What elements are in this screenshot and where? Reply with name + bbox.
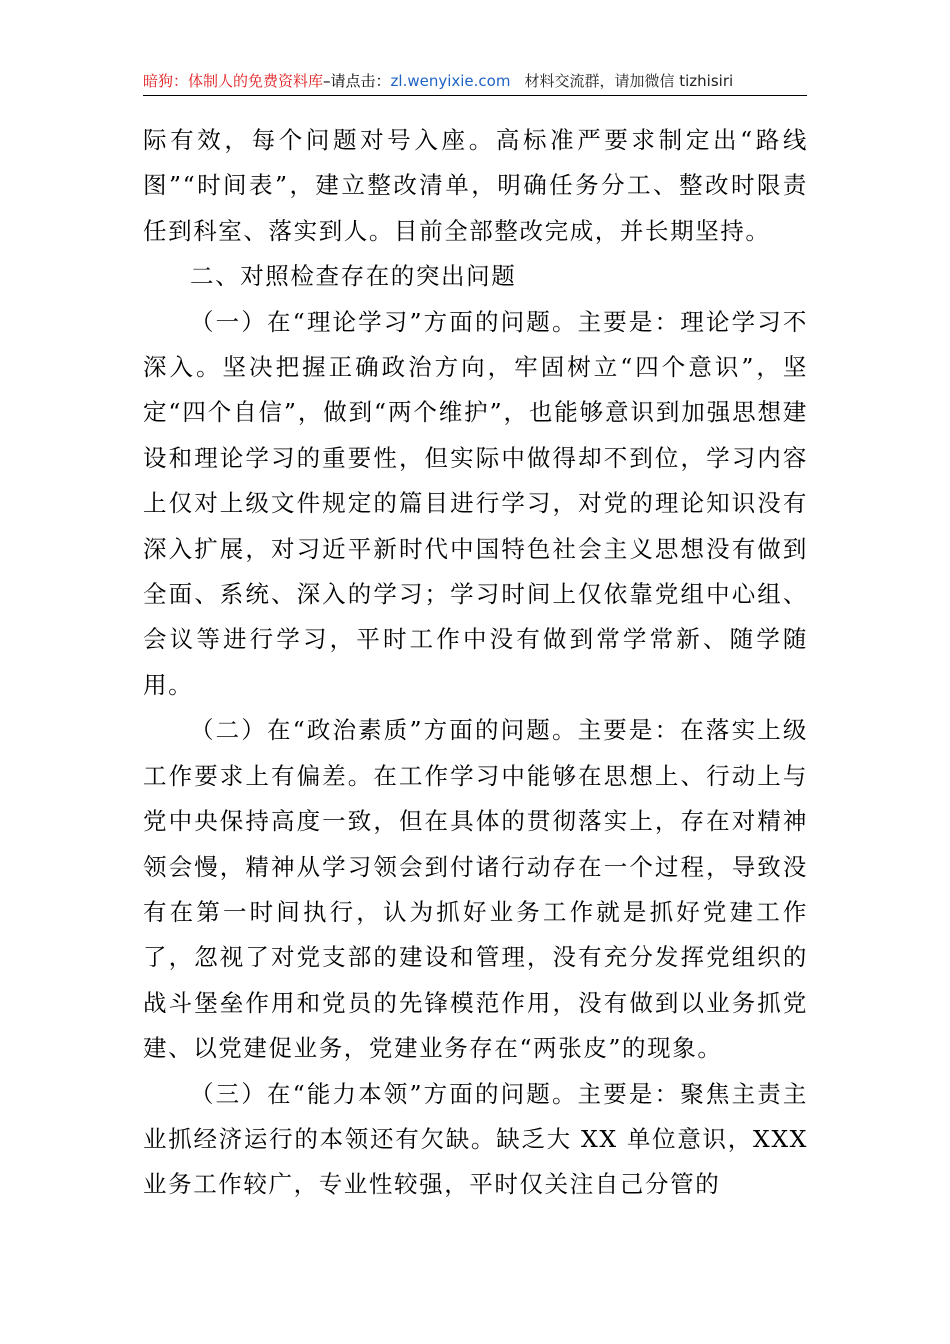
paragraph-continuation: 际有效，每个问题对号入座。高标准严要求制定出“路线图”“时间表”，建立整改清单，明确任务分工、整改时限责任到科室、落实到人。目前全部整改完成，并长期坚持。 [143, 126, 808, 245]
section-heading: 二、对照检查存在的突出问题 [190, 262, 517, 291]
header-site-name: 暗狗：体制人的免费资料库 [143, 72, 324, 90]
paragraph-item-3: （三）在“能力本领”方面的问题。主要是：聚焦主责主业抓经济运行的本领还有欠缺。缺乏大 XX 单位意识，XXX 业务工作较广，专业性较强，平时仅关注自己分管的 [143, 1079, 808, 1199]
paragraph-item-2: （二）在“政治素质”方面的问题。主要是：在落实上级工作要求上有偏差。在工作学习中能够在思想上、行动上与党中央保持高度一致，但在具体的贯彻落实上，存在对精神领会慢，精神从学习领会到付诸行动存在一个过程，导致没有在第一时间执行，认为抓好业务工作就是抓好党建工作了，忽视了对党支部的建设和管理，没有充分发挥党组织的战斗堡垒作用和党员的先锋模范作用，没有做到以业务抓党建、以党建促业务，党建业务存在“两张皮”的现象。 [143, 716, 808, 1063]
page-header [143, 68, 807, 94]
header-click-text: –请点击： [323, 72, 391, 90]
header-contact: 材料交流群，请加微信 tizhisiri [524, 72, 734, 90]
paragraph-item-1: （一）在“理论学习”方面的问题。主要是：理论学习不深入。坚决把握正确政治方向，牢固树立“四个意识”，坚定“四个自信”，做到“两个维护”，也能够意识到加强思想建设和理论学习的重要性，但实际中做得却不到位，学习内容上仅对上级文件规定的篇目进行学习，对党的理论知识没有深入扩展，对习近平新时代中国特色社会主义思想没有做到全面、系统、深入的学习；学习时间上仅依靠党组中心组、会议等进行学习，平时工作中没有做到常学常新、随学随用。 [143, 307, 808, 699]
header-divider [143, 95, 807, 96]
document-body [143, 118, 808, 1208]
header-url-link[interactable]: zl.wenyixie.com [390, 72, 511, 90]
